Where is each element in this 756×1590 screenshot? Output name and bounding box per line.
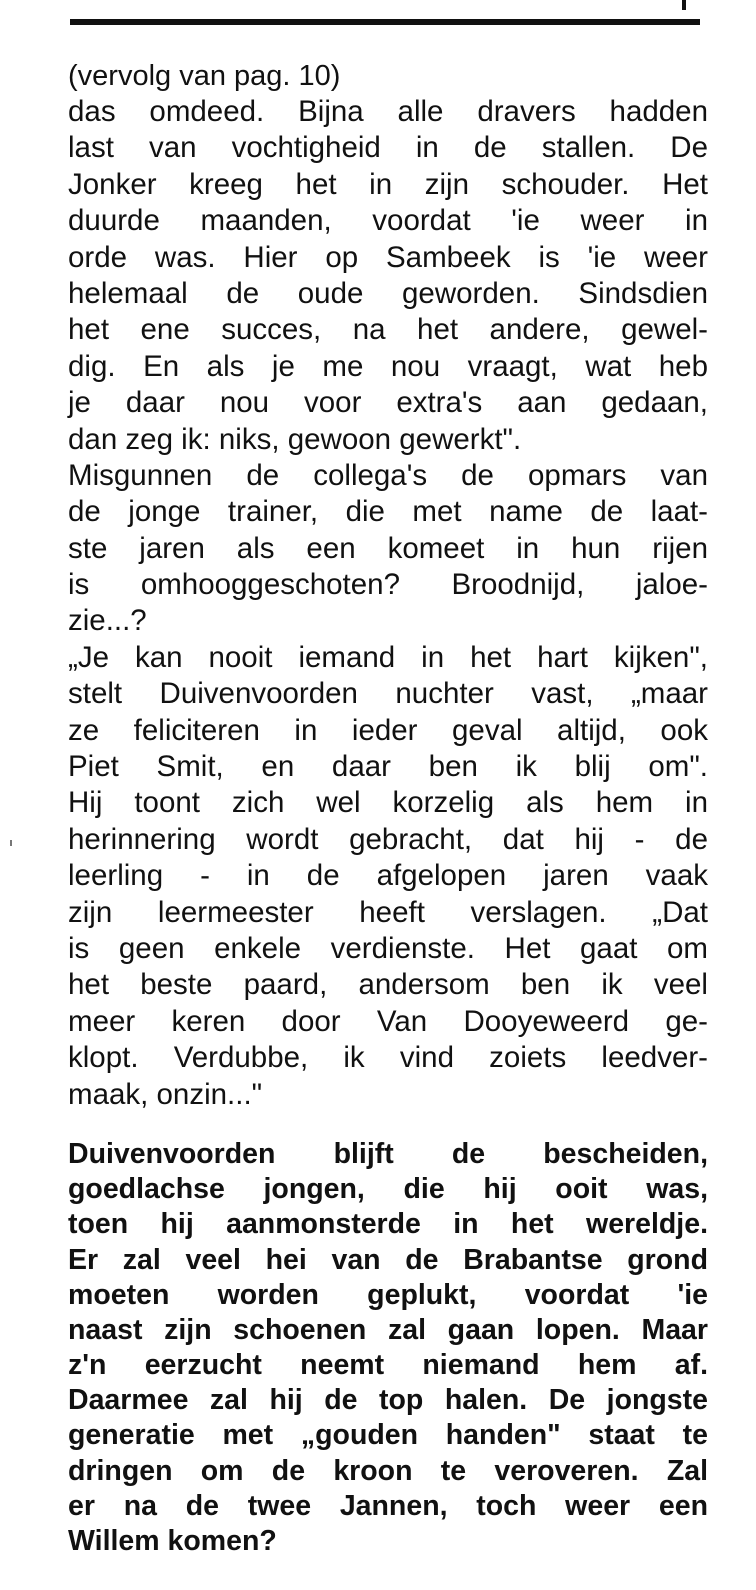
body-line: is omhooggeschoten? Broodnijd, jaloe- (68, 568, 708, 602)
body-line: helemaal de oude geworden. Sindsdien (68, 276, 708, 310)
closing-line: goedlachse jongen, die hij ooit was, (68, 1173, 708, 1206)
body-line: is geen enkele verdienste. Het gaat om (68, 931, 708, 965)
body-line: ze feliciteren in ieder geval altijd, ook (68, 713, 708, 747)
body-line: dan zeg ik: niks, gewoon gewerkt". (68, 422, 522, 456)
closing-line: naast zijn schoenen zal gaan lopen. Maar (68, 1313, 708, 1346)
closing-paragraph (68, 1137, 708, 1559)
closing-line: er na de twee Jannen, toch weer een (68, 1489, 708, 1522)
closing-line: Willem komen? (68, 1525, 277, 1557)
body-line: Piet Smit, en daar ben ik blij om". (68, 750, 708, 784)
closing-line: Er zal veel hei van de Brabantse grond (68, 1243, 708, 1276)
closing-line: Daarmee zal hij de top halen. De jongste (68, 1384, 708, 1417)
body-line: meer keren door Van Dooyeweerd ge- (68, 1004, 708, 1038)
closing-line: Duivenvoorden blijft de bescheiden, (68, 1137, 708, 1170)
body-line: stelt Duivenvoorden nuchter vast, „maar (68, 677, 708, 711)
body-line: Hij toont zich wel korzelig als hem in (68, 786, 708, 820)
article-body (68, 94, 708, 1113)
body-line: klopt. Verdubbe, ik vind zoiets leedver- (68, 1041, 708, 1075)
body-line: „Je kan nooit iemand in het hart kijken", (68, 640, 708, 674)
body-line: Misgunnen de collega's de opmars van (68, 458, 708, 492)
continuation-note: (vervolg van pag. 10) (68, 60, 341, 92)
body-line: het ene succes, na het andere, gewel- (68, 313, 708, 347)
top-edge-mark (682, 0, 686, 10)
scan-speck (10, 840, 12, 846)
body-line: zijn leermeester heeft verslagen. „Dat (68, 895, 708, 929)
body-line: het beste paard, andersom ben ik veel (68, 968, 708, 1002)
closing-line: dringen om de kroon te veroveren. Zal (68, 1454, 708, 1487)
body-line: maak, onzin..." (68, 1077, 263, 1111)
body-line: leerling - in de afgelopen jaren vaak (68, 859, 708, 893)
body-line: last van vochtigheid in de stallen. De (68, 131, 708, 165)
body-line: orde was. Hier op Sambeek is 'ie weer (68, 240, 708, 274)
closing-line: generatie met „gouden handen" staat te (68, 1419, 708, 1452)
body-line: herinnering wordt gebracht, dat hij - de (68, 822, 708, 856)
closing-line: toen hij aanmonsterde in het wereldje. (68, 1208, 708, 1241)
body-line: ste jaren als een komeet in hun rijen (68, 531, 708, 565)
closing-line: moeten worden geplukt, voordat 'ie (68, 1278, 708, 1311)
body-line: je daar nou voor extra's aan gedaan, (68, 386, 708, 420)
article-column (68, 58, 708, 1559)
body-line: de jonge trainer, die met name de laat- (68, 495, 708, 529)
closing-line: z'n eerzucht neemt niemand hem af. (68, 1349, 708, 1382)
body-line: dig. En als je me nou vraagt, wat heb (68, 349, 708, 383)
body-line: zie...? (68, 604, 147, 638)
body-line: das omdeed. Bijna alle dravers hadden (68, 95, 708, 128)
body-line: duurde maanden, voordat 'ie weer in (68, 204, 708, 238)
top-rule-divider (70, 19, 700, 25)
body-line: Jonker kreeg het in zijn schouder. Het (68, 167, 708, 201)
